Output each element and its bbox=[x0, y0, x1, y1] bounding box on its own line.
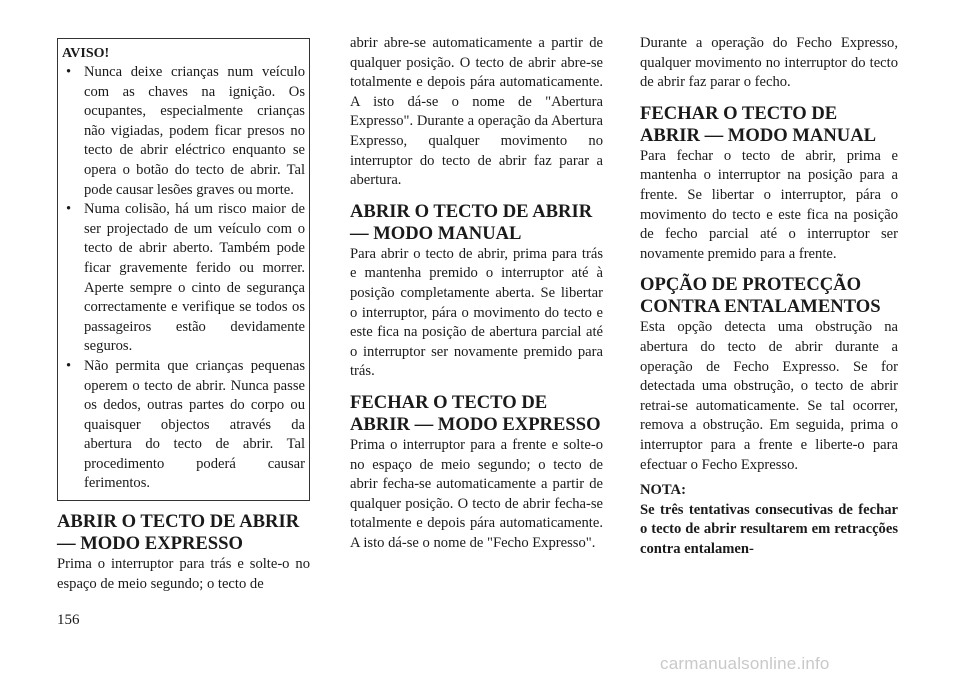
heading-abrir-expresso: ABRIR O TECTO DE ABRIR — MODO EXPRESSO bbox=[57, 511, 300, 555]
heading-fechar-manual: FECHAR O TECTO DE ABRIR — MODO MANUAL bbox=[640, 102, 877, 146]
paragraph-abrir-manual: Para abrir o tecto de abrir, prima para trás e mantenha premido o interruptor até à posição completamente aberta. Se libertar o interruptor, pára o movimento do tecto e este fica na posição de abertura parcial até o interruptor ser novamente premido para trás. bbox=[350, 245, 603, 380]
heading-protecao: OPÇÃO DE PROTECÇÃO CONTRA ENTALAMENTOS bbox=[640, 274, 881, 318]
heading-fechar-expresso: FECHAR O TECTO DE ABRIR — MODO EXPRESSO bbox=[350, 391, 601, 435]
paragraph-fechar-expresso-cont: Durante a operação do Fecho Expresso, qualquer movimento no interruptor do tecto de abrir faz parar o fecho. bbox=[640, 35, 898, 91]
paragraph-abrir-expresso-part1: Prima o interruptor para trás e solte-o no espaço de meio segundo; o tecto de bbox=[57, 556, 310, 592]
heading-abrir-manual: ABRIR O TECTO DE ABRIR — MODO MANUAL bbox=[350, 200, 593, 244]
paragraph-protecao: Esta opção detecta uma obstrução na abertura do tecto de abrir durante a operação de Fecho Expresso. Se for detectada uma obstrução, o tecto de abrir retrai-se automaticamente. Se tal ocorrer, remova a obstrução. Em seguida, prima o interruptor para a frente e liberte-o para efectuar o Fecho Expresso. bbox=[640, 319, 898, 473]
note-label: NOTA: bbox=[640, 482, 686, 499]
note-text: Se três tentativas consecutivas de fechar o tecto de abrir resultarem em retracções contra entalamen- bbox=[640, 501, 898, 557]
paragraph-fechar-manual: Para fechar o tecto de abrir, prima e mantenha o interruptor na posição para a frente. Se libertar o interruptor, pára o movimento do tecto e este fica na posição de fecho parcial até o interruptor ser novamente premido para a frente. bbox=[640, 147, 898, 262]
warning-item: • Nunca deixe crianças num veículo com as chaves na ignição. Os ocupantes, especialmente crianças não vigiadas, podem ficar presos no tecto de abrir eléctrico enquanto se opera o botão do tecto de abrir. Tal pode causar lesões graves ou morte. bbox=[62, 63, 305, 200]
warning-item: • Numa colisão, há um risco maior de ser projectado de um veículo com o tecto de abrir aberto. Também pode ficar gravemente ferido ou morrer. Aperte sempre o cinto de segurança correctamente e verifique se todos os passageiros estão devidamente seguros. bbox=[62, 200, 305, 357]
watermark: carmanualsonline.info bbox=[660, 654, 830, 673]
page-number: 156 bbox=[57, 612, 80, 628]
column-left bbox=[57, 38, 310, 594]
column-right bbox=[640, 34, 898, 559]
paragraph-fechar-expresso: Prima o interruptor para a frente e solte-o no espaço de meio segundo; o tecto de abrir fecha-se automaticamente a partir de qualquer posição. O tecto de abrir fecha-se totalmente e depois pára automaticamente. A isto dá-se o nome de "Fecho Expresso". bbox=[350, 436, 603, 551]
paragraph-abrir-expresso-part2: abrir abre-se automaticamente a partir de qualquer posição. O tecto de abrir abre-se totalmente e depois pára automaticamente. A isto dá-se o nome de "Abertura Expresso". Durante a operação da Abertura Expresso, qualquer movimento no interruptor do tecto de abrir faz parar a abertura. bbox=[350, 35, 603, 189]
warning-box bbox=[57, 38, 310, 501]
warning-item: • Não permita que crianças pequenas operem o tecto de abrir. Nunca passe os dedos, outras partes do corpo ou quaisquer objectos através da abertura do tecto de abrir. Tal procedimento poderá causar ferimentos. bbox=[62, 357, 305, 494]
warning-list bbox=[62, 63, 305, 494]
warning-title: AVISO! bbox=[62, 46, 110, 61]
column-middle bbox=[350, 34, 603, 553]
